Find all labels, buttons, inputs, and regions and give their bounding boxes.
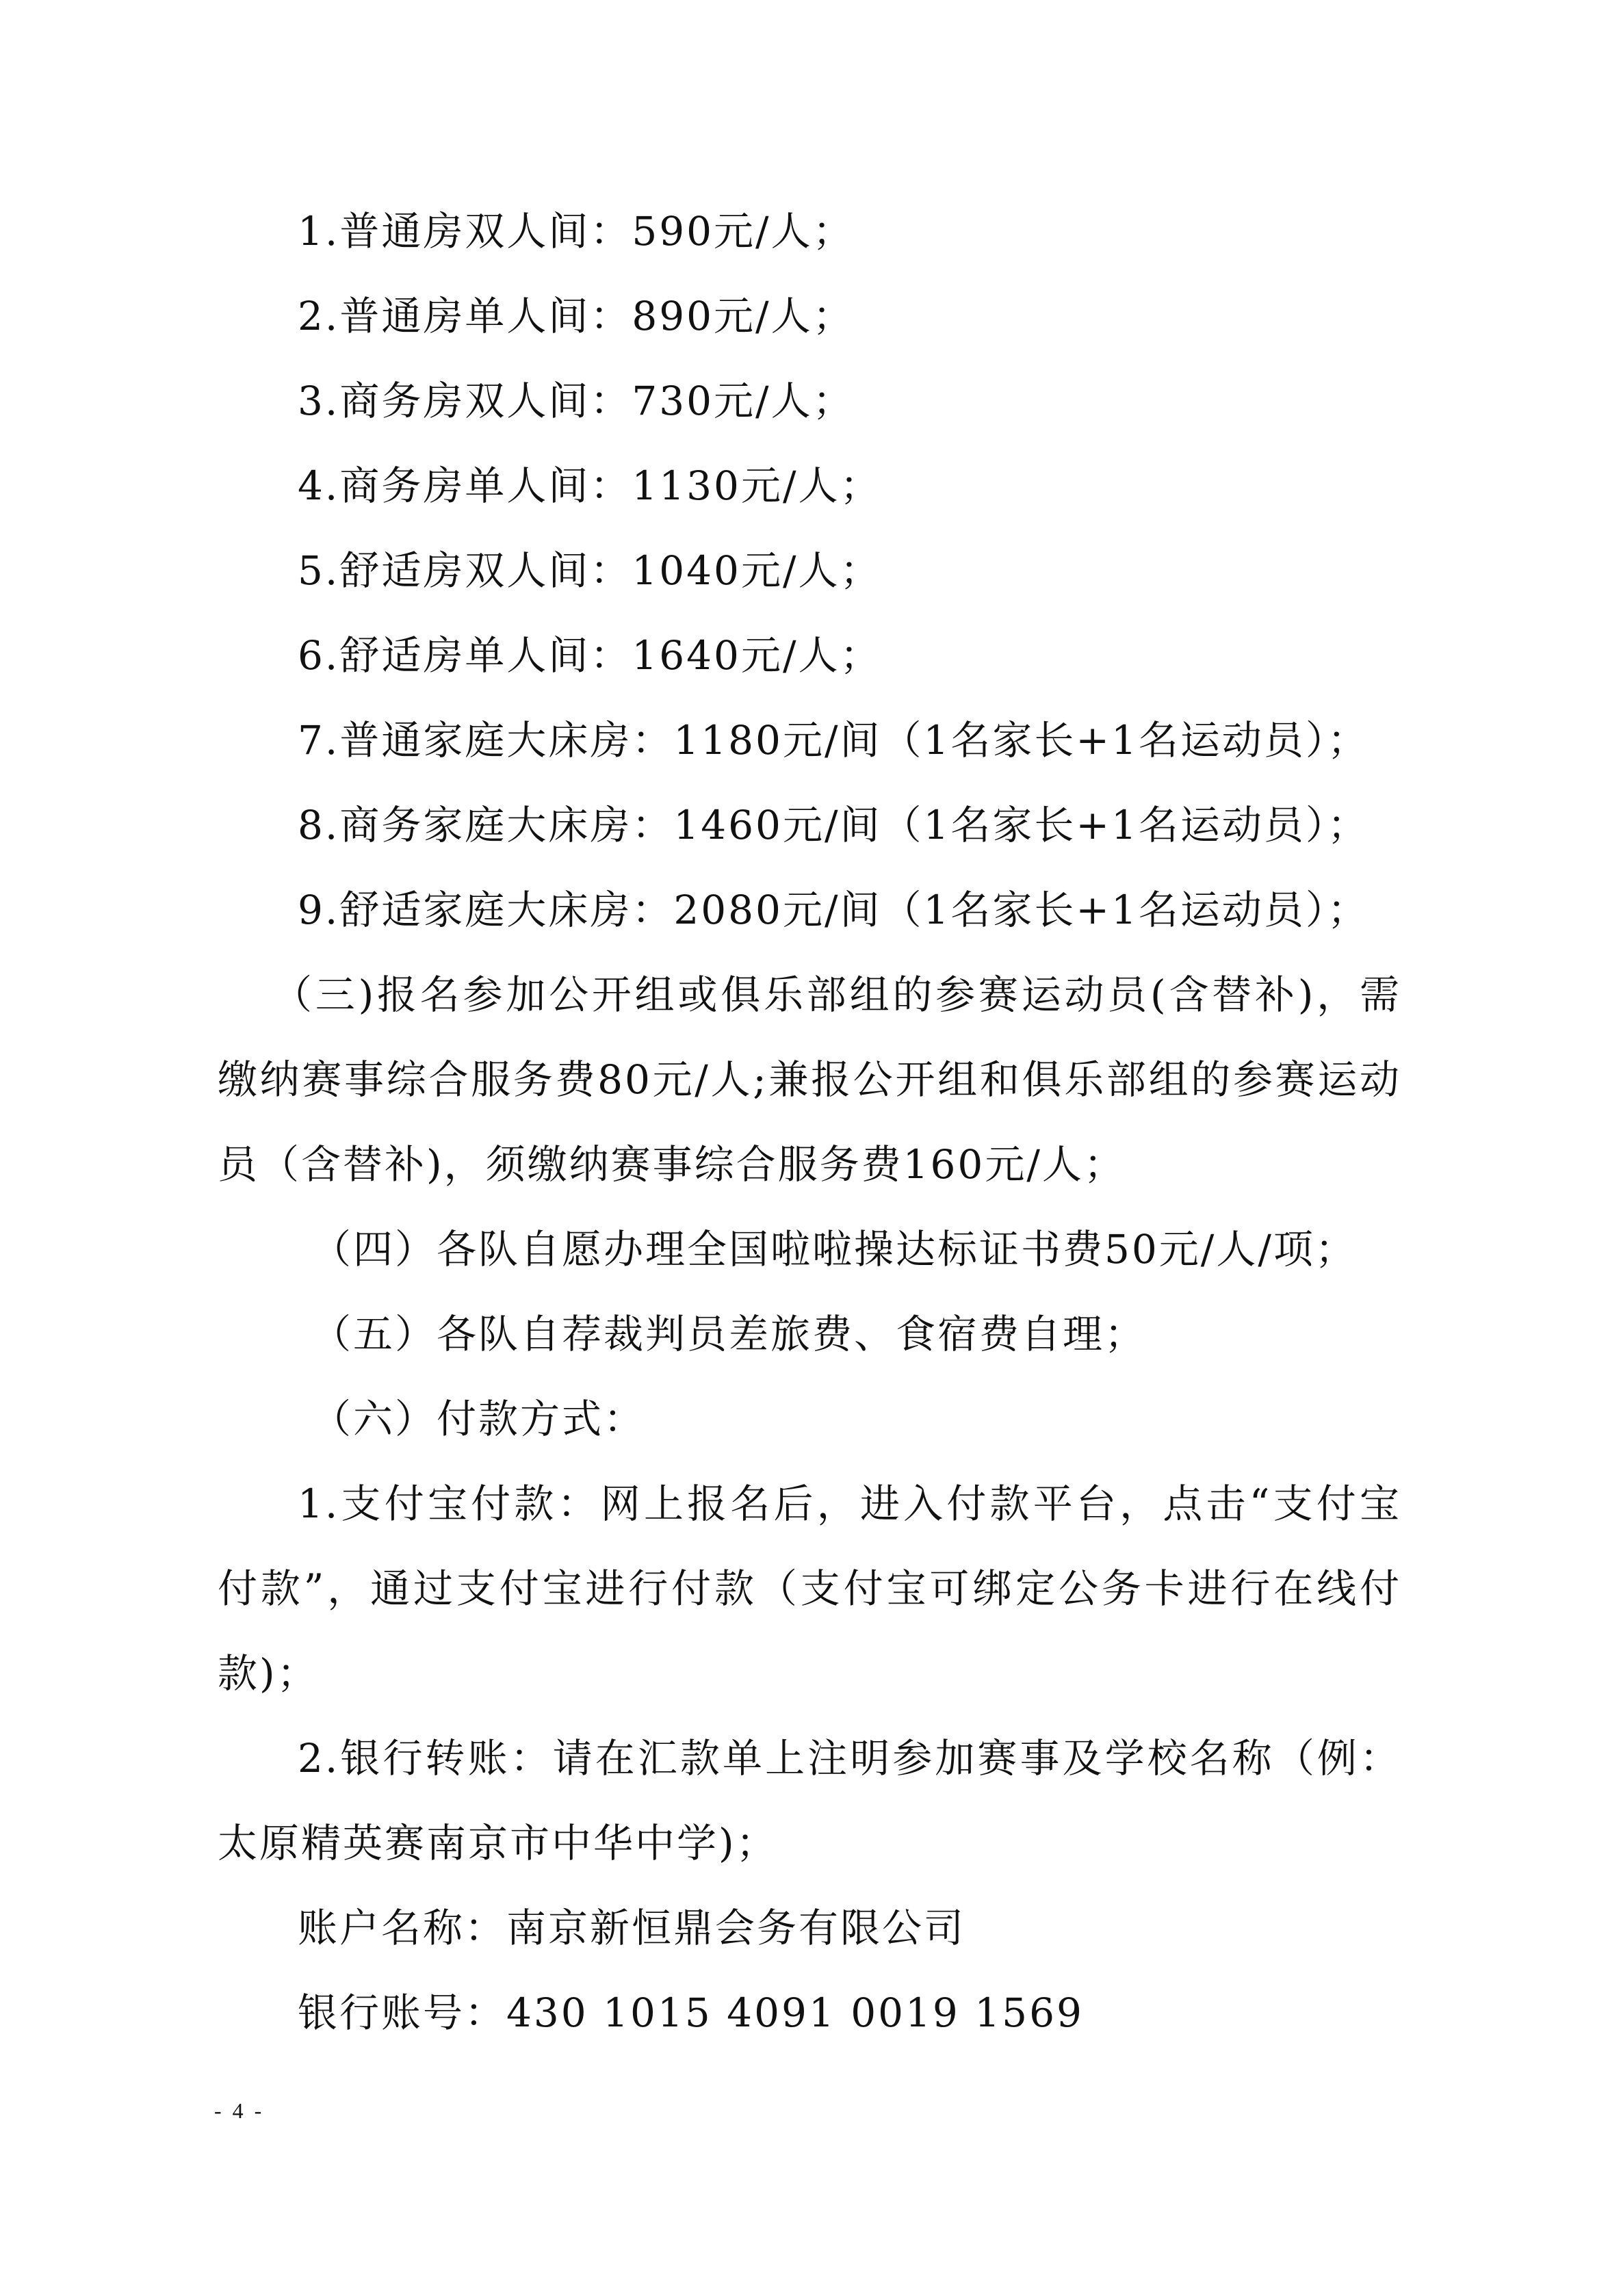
room-rate-8: 8.商务家庭大床房：1460元/间（1名家长+1名运动员）；: [298, 802, 1369, 848]
room-rate-9: 9.舒适家庭大床房：2080元/间（1名家长+1名运动员）；: [298, 887, 1369, 933]
section-6-payment-methods: （六）付款方式：: [311, 1396, 646, 1442]
payment-alipay: 1.支付宝付款：网上报名后，进入付款平台，点击“支付宝付款”，通过支付宝进行付款（支付宝可绑定公务卡进行在线付款)；: [218, 1480, 1401, 1697]
section-3-service-fee: （三)报名参加公开组或俱乐部组的参赛运动员(含替补)，需缴纳赛事综合服务费80元/人;兼报公开组和俱乐部组的参赛运动员（含替补)，须缴纳赛事综合服务费160元/人；: [218, 971, 1401, 1188]
room-rate-3: 3.商务房双人间：730元/人；: [298, 378, 855, 424]
room-rate-5: 5.舒适房双人间：1040元/人；: [298, 547, 882, 594]
account-number: 银行账号：430 1015 4091 0019 1569: [298, 1990, 1084, 2036]
room-rate-7: 7.普通家庭大床房：1180元/间（1名家长+1名运动员）；: [298, 717, 1369, 764]
room-rate-1: 1.普通房双人间：590元/人；: [298, 208, 855, 255]
page-number: - 4 -: [214, 2098, 265, 2123]
room-rate-4: 4.商务房单人间：1130元/人；: [298, 462, 882, 509]
room-rate-2: 2.普通房单人间：890元/人；: [298, 293, 855, 339]
account-name: 账户名称：南京新恒鼎会务有限公司: [298, 1905, 966, 1951]
payment-bank-transfer: 2.银行转账：请在汇款单上注明参加赛事及学校名称（例：太原精英赛南京市中华中学)；: [218, 1735, 1401, 1866]
section-4-certificate-fee: （四）各队自愿办理全国啦啦操达标证书费50元/人/项；: [311, 1226, 1357, 1273]
section-5-referee-expenses: （五）各队自荐裁判员差旅费、食宿费自理；: [311, 1311, 1147, 1357]
room-rate-6: 6.舒适房单人间：1640元/人；: [298, 632, 882, 679]
